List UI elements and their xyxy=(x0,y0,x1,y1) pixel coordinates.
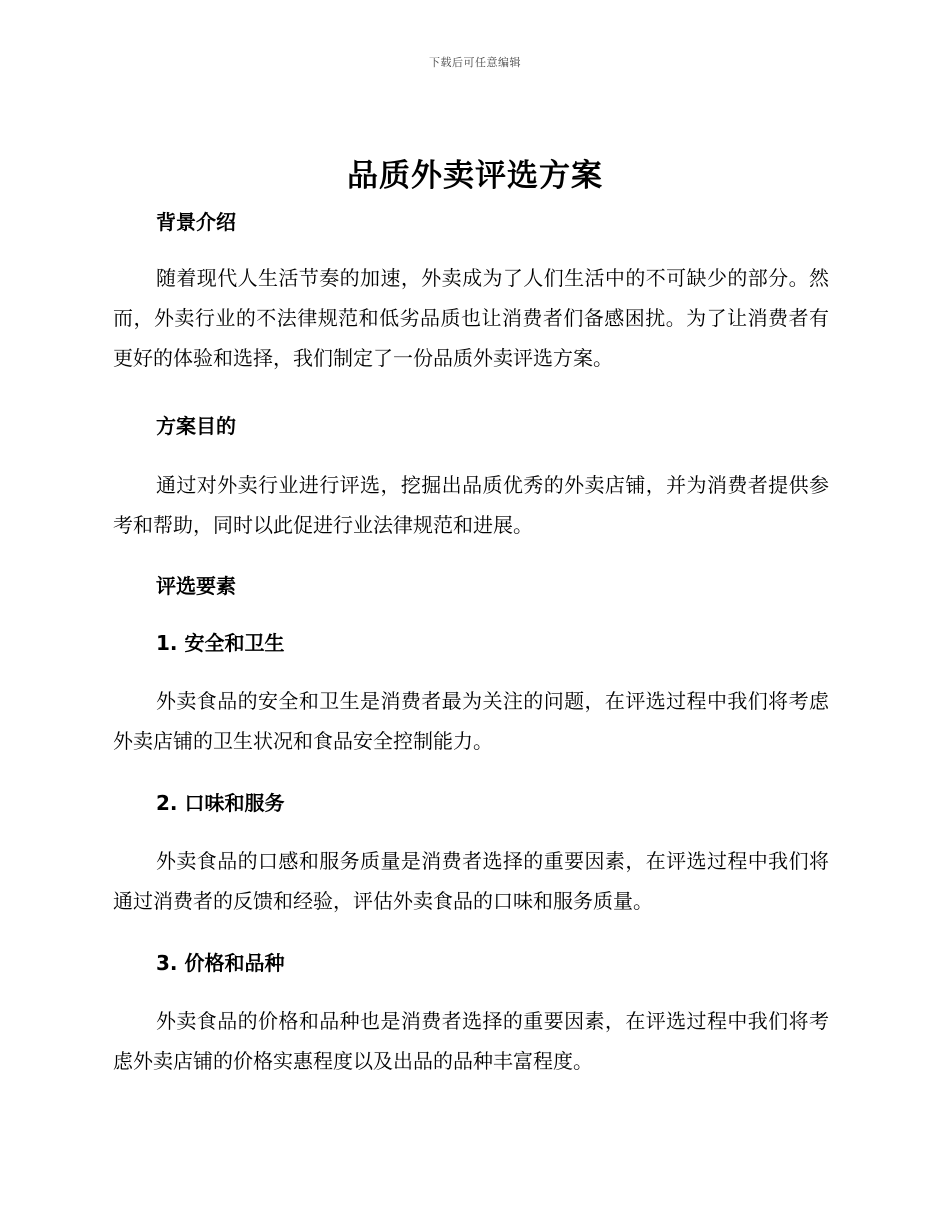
paragraph-taste: 外卖食品的口感和服务质量是消费者选择的重要因素，在评选过程中我们将通过消费者的反馈和经验，评估外卖食品的口味和服务质量。 xyxy=(113,849,829,913)
heading-price: 3. 价格和品种 xyxy=(156,951,285,975)
heading-taste: 2. 口味和服务 xyxy=(156,791,285,815)
header-note: 下载后可任意编辑 xyxy=(429,56,521,69)
paragraph-price: 外卖食品的价格和品种也是消费者选择的重要因素，在评选过程中我们将考虑外卖店铺的价格实惠程度以及出品的品种丰富程度。 xyxy=(113,1009,829,1073)
heading-purpose: 方案目的 xyxy=(156,414,236,438)
heading-safety: 1. 安全和卫生 xyxy=(156,631,285,655)
paragraph-purpose: 通过对外卖行业进行评选，挖掘出品质优秀的外卖店铺，并为消费者提供参考和帮助，同时以此促进行业法律规范和进展。 xyxy=(113,473,829,537)
paragraph-safety: 外卖食品的安全和卫生是消费者最为关注的问题，在评选过程中我们将考虑外卖店铺的卫生状况和食品安全控制能力。 xyxy=(113,689,829,753)
heading-criteria: 评选要素 xyxy=(156,574,236,598)
paragraph-background: 随着现代人生活节奏的加速，外卖成为了人们生活中的不可缺少的部分。然而，外卖行业的不法律规范和低劣品质也让消费者们备感困扰。为了让消费者有更好的体验和选择，我们制定了一份品质外卖评选方案。 xyxy=(113,266,829,370)
page-title: 品质外卖评选方案 xyxy=(347,158,603,194)
heading-background: 背景介绍 xyxy=(156,210,236,234)
